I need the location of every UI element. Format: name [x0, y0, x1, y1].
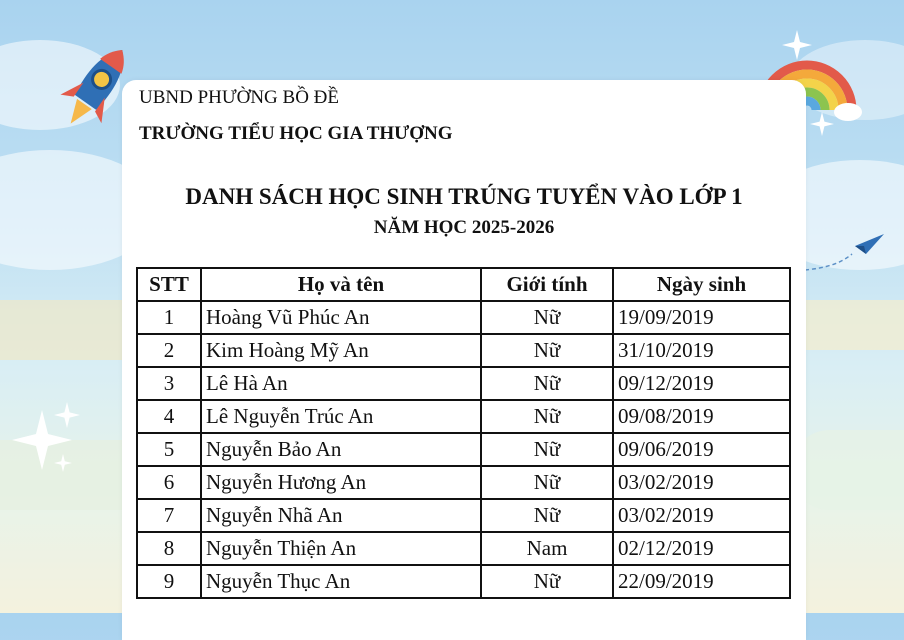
- cell-gender: Nữ: [481, 565, 613, 598]
- cell-dob: 09/08/2019: [613, 400, 790, 433]
- table-row: [137, 301, 790, 334]
- cell-dob: 09/06/2019: [613, 433, 790, 466]
- table-row: [137, 466, 790, 499]
- sparkle-icon: [782, 30, 812, 60]
- cell-name: Kim Hoàng Mỹ An: [201, 334, 481, 367]
- cell-name: Hoàng Vũ Phúc An: [201, 301, 481, 334]
- cell-gender: Nữ: [481, 400, 613, 433]
- document-title: DANH SÁCH HỌC SINH TRÚNG TUYỂN VÀO LỚP 1: [185, 184, 743, 209]
- cell-gender: Nữ: [481, 367, 613, 400]
- background-band: [790, 430, 904, 510]
- header-name: Họ và tên: [201, 268, 481, 301]
- cell-dob: 03/02/2019: [613, 466, 790, 499]
- cell-dob: 02/12/2019: [613, 532, 790, 565]
- cell-gender: Nữ: [481, 433, 613, 466]
- header-gender: Giới tính: [481, 268, 613, 301]
- cell-gender: Nữ: [481, 466, 613, 499]
- authority-heading: UBND PHƯỜNG BỒ ĐỀ: [139, 87, 340, 108]
- cell-stt: 8: [137, 532, 201, 565]
- cell-name: Lê Hà An: [201, 367, 481, 400]
- cell-stt: 4: [137, 400, 201, 433]
- cell-dob: 03/02/2019: [613, 499, 790, 532]
- cell-dob: 22/09/2019: [613, 565, 790, 598]
- table-row: [137, 334, 790, 367]
- cell-name: Nguyễn Thiện An: [201, 532, 481, 565]
- table-row: [137, 400, 790, 433]
- cell-stt: 2: [137, 334, 201, 367]
- sparkle-icon: [810, 112, 834, 136]
- table-row: [137, 532, 790, 565]
- cell-stt: 5: [137, 433, 201, 466]
- cell-name: Nguyễn Hương An: [201, 466, 481, 499]
- sparkle-icon: [54, 402, 80, 428]
- table-header-row: [137, 268, 790, 301]
- admission-table: [136, 267, 791, 599]
- cell-name: Nguyễn Thục An: [201, 565, 481, 598]
- cell-gender: Nam: [481, 532, 613, 565]
- cell-gender: Nữ: [481, 301, 613, 334]
- school-heading: TRƯỜNG TIỂU HỌC GIA THƯỢNG: [139, 123, 453, 144]
- paper-plane-icon: [800, 228, 890, 278]
- sparkle-icon: [54, 454, 72, 472]
- cell-dob: 31/10/2019: [613, 334, 790, 367]
- cell-stt: 3: [137, 367, 201, 400]
- cell-gender: Nữ: [481, 499, 613, 532]
- table-row: [137, 499, 790, 532]
- header-stt: STT: [137, 268, 201, 301]
- cell-name: Nguyễn Bảo An: [201, 433, 481, 466]
- cell-stt: 9: [137, 565, 201, 598]
- cell-stt: 6: [137, 466, 201, 499]
- document-subtitle: NĂM HỌC 2025-2026: [373, 217, 555, 238]
- cell-gender: Nữ: [481, 334, 613, 367]
- table-row: [137, 433, 790, 466]
- table-row: [137, 565, 790, 598]
- cell-stt: 1: [137, 301, 201, 334]
- table-row: [137, 367, 790, 400]
- cell-dob: 09/12/2019: [613, 367, 790, 400]
- cell-name: Lê Nguyễn Trúc An: [201, 400, 481, 433]
- cell-name: Nguyễn Nhã An: [201, 499, 481, 532]
- cell-dob: 19/09/2019: [613, 301, 790, 334]
- cell-stt: 7: [137, 499, 201, 532]
- header-dob: Ngày sinh: [613, 268, 790, 301]
